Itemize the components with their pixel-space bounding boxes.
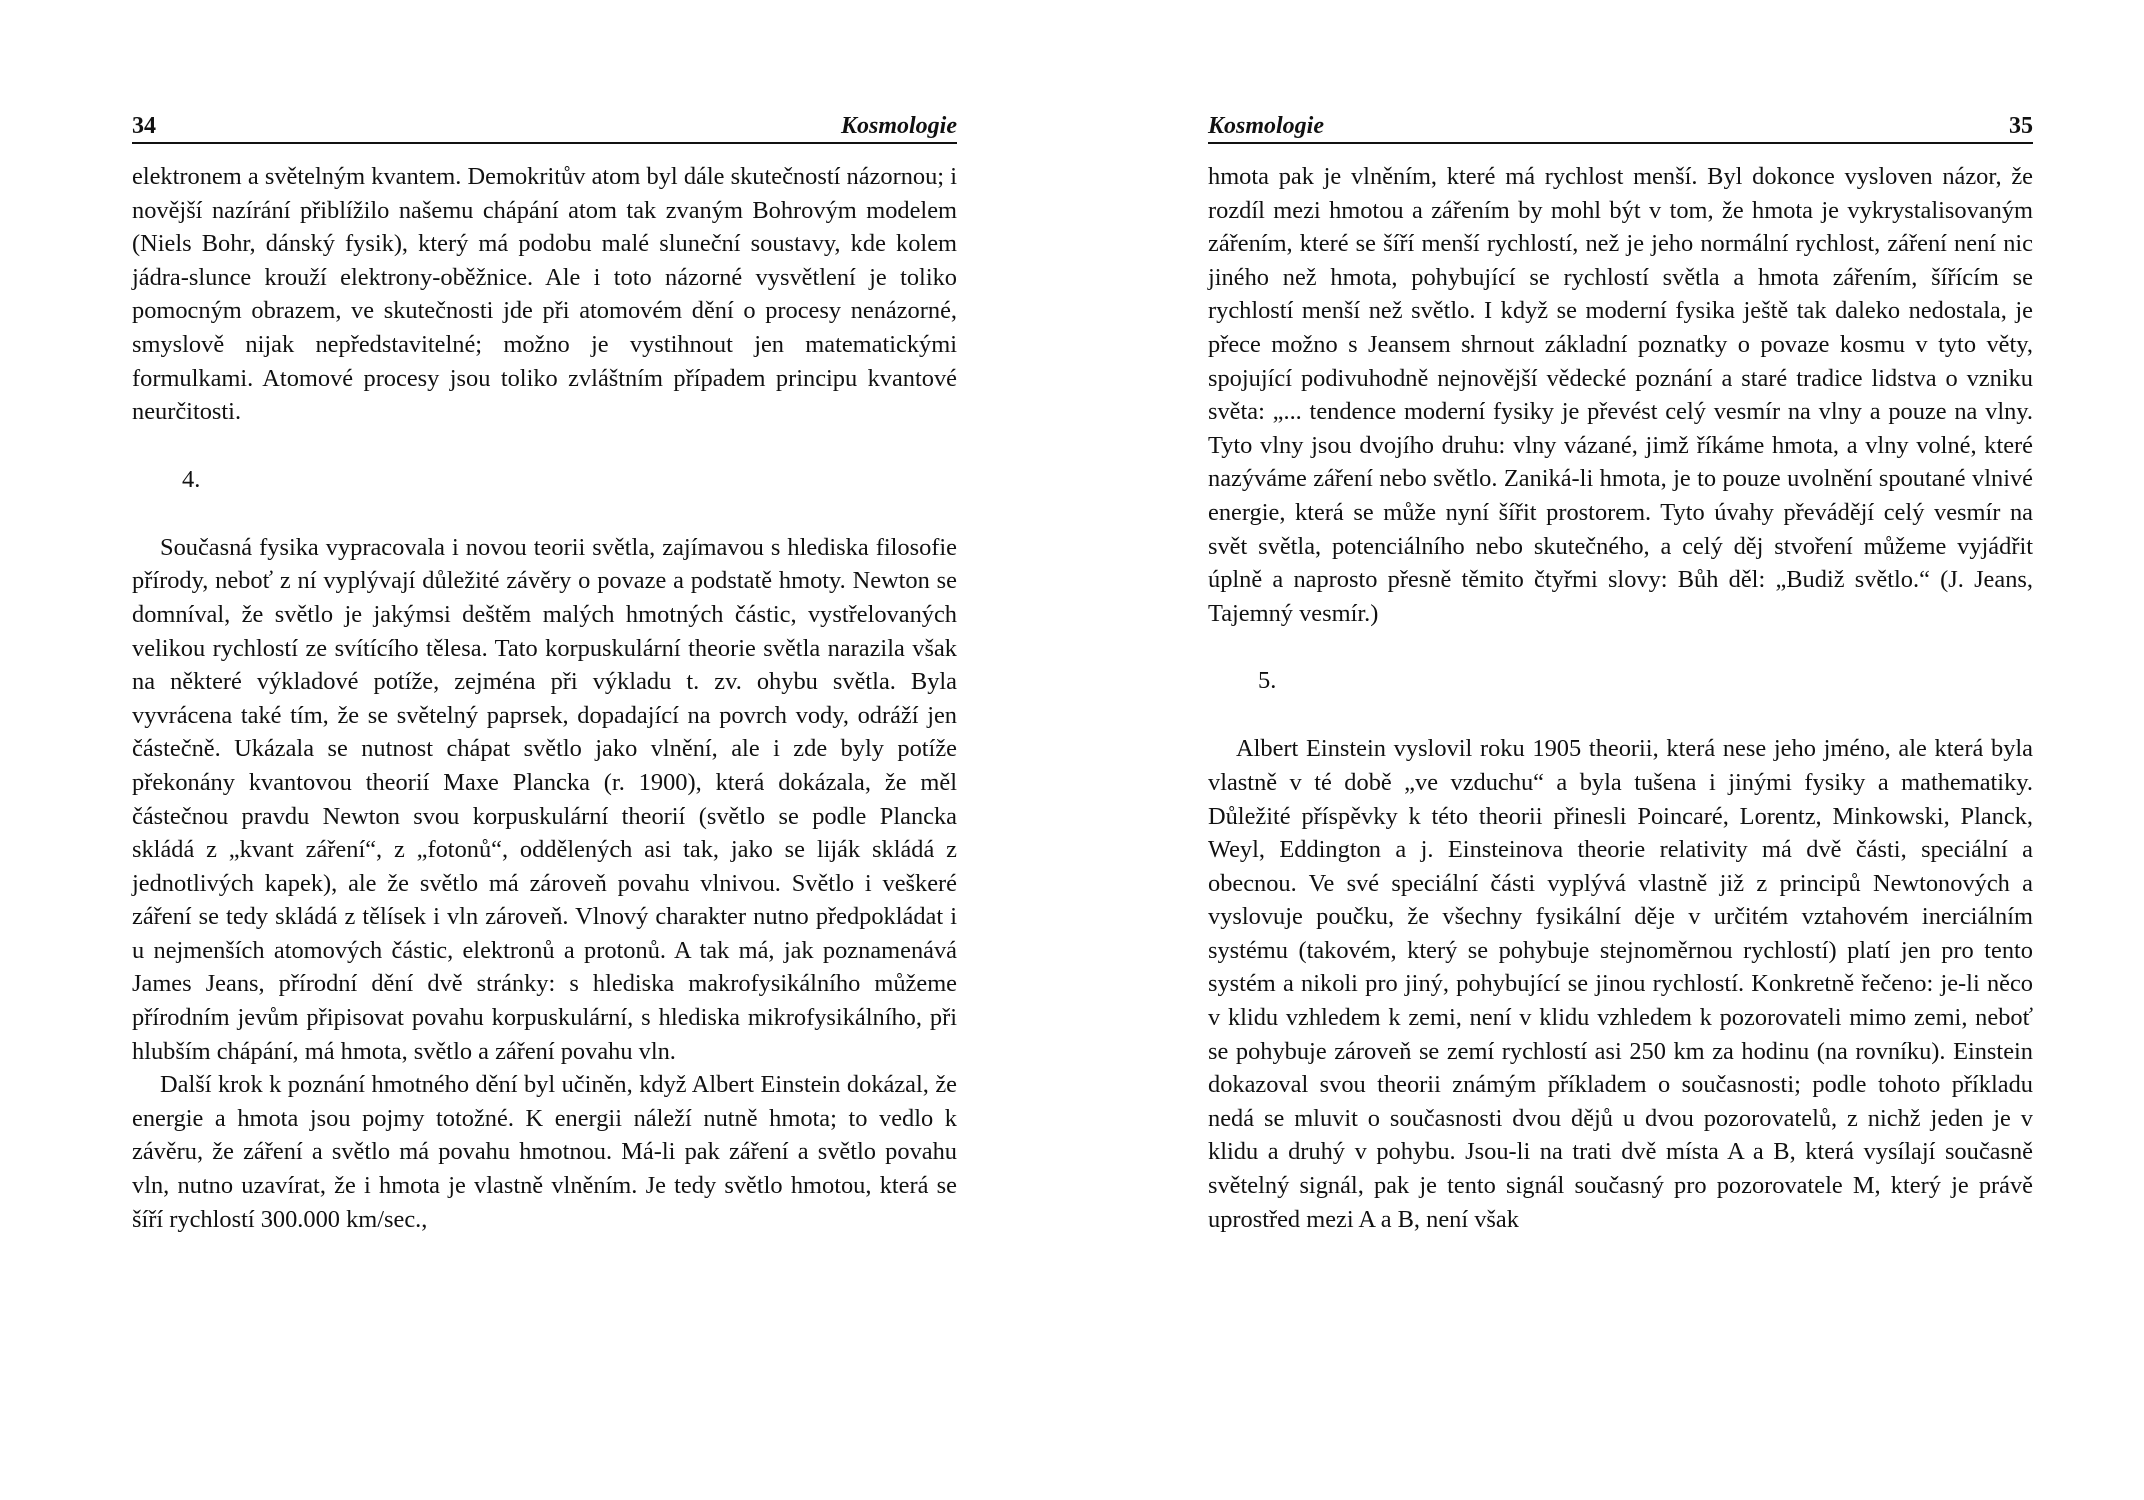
running-head <box>132 110 957 144</box>
running-head <box>1208 110 2033 144</box>
page-text <box>1208 160 2033 1236</box>
page-text <box>132 160 957 1236</box>
paragraph: hmota pak je vlněním, které má rychlost menší. Byl dokonce vysloven názor, že rozdíl mezi hmotou a zářením by mohl být v tom, že hmota je vykrystalisovaným zářením, které se šíří menší rychlostí, než je jeho normální rychlost, záření není nic jiného než hmota, pohybující se rychlostí světla a hmota zářením, šířícím se rychlostí menší než světlo. I když se moderní fysika ještě tak daleko nedostala, je přece možno s Jeansem shrnout základní poznatky o povaze kosmu v tyto věty, spojující podivuhodně nejnovější vědecké poznání a staré tradice lidstva o vzniku světa: „... tendence moderní fysiky je převést celý vesmír na vlny a pouze na vlny. Tyto vlny jsou dvojího druhu: vlny vázané, jimž říkáme hmota, a vlny volné, které nazýváme záření nebo světlo. Zaniká-li hmota, je to pouze uvolnění spoutané vlnivé energie, která se může nyní šířit prostorem. Tyto úvahy převádějí celý vesmír na svět světla, potenciálního nebo skutečného, a celý děj stvoření můžeme vyjádřit úplně a naprosto přesně těmito čtyřmi slovy: Bůh děl: „Budiž světlo.“ (J. Jeans, Tajemný vesmír.) <box>1208 163 2033 627</box>
paragraph: Současná fysika vypracovala i novou teorii světla, zajímavou s hlediska filosofie přírody, neboť z ní vyplývají důležité závěry o povaze a podstatě hmoty. Newton se domníval, že světlo je jakýmsi deštěm malých hmotných částic, vystřelovaných velikou rychlostí ze svítícího tělesa. Tato korpuskulární theorie světla narazila však na některé výkladové potíže, zejména při výkladu t. zv. ohybu světla. Byla vyvrácena také tím, že se světelný paprsek, dopadající na povrch vody, odráží jen částečně. Ukázala se nutnost chápat světlo jako vlnění, ale i zde byly potíže překonány kvantovou theorií Maxe Plancka (r. 1900), která dokázala, že měl částečnou pravdu Newton svou korpuskulární theorií (světlo se podle Plancka skládá z „kvant záření“, z „fotonů“, oddělených asi tak, jako se liják skládá z jednotlivých kapek), ale že světlo má zároveň povahu vlnivou. Světlo i veškeré záření se tedy skládá z tělísek i vln zároveň. Vlnový charakter nutno předpokládat i u nejmenších atomových částic, elektronů a protonů. A tak má, jak poznamenává James Jeans, přírodní dění dvě stránky: s hlediska makrofysikálního můžeme přírodním jevům připisovat povahu korpuskulární, s hlediska mikrofysikálního, při hlubším chápání, má hmota, světlo a záření povahu vln. <box>132 533 957 1065</box>
page-number: 34 <box>132 113 156 139</box>
running-title: Kosmologie <box>1208 113 1325 139</box>
section-number: 5. <box>1258 667 1277 695</box>
running-title: Kosmologie <box>840 113 957 139</box>
page-number: 35 <box>2009 113 2033 139</box>
paragraph: Albert Einstein vyslovil roku 1905 theorii, která nese jeho jméno, ale která byla vlastně v té době „ve vzduchu“ a byla tušena i jinými fysiky a mathematiky. Důležité příspěvky k této theorii přinesli Poincaré, Lorentz, Minkowski, Planck, Weyl, Eddington a j. Einsteinova theorie relativity má dvě části, speciální a obecnou. Ve své speciální části vyplývá vlastně již z principů Newtonových a vyslovuje poučku, že všechny fysikální děje v určitém vztahovém inerciálním systému (takovém, který se pohybuje stejnoměrnou rychlostí) platí jen pro tento systém a nikoli pro jiný, pohybující se jinou rychlostí. Konkretně řečeno: je-li něco v klidu vzhledem k zemi, není v klidu vzhledem k pozorovateli mimo zemi, neboť se pohybuje zároveň se zemí rychlostí asi 250 km za hodinu (na rovníku). Einstein dokazoval svou theorii známým příkladem o současnosti; podle tohoto příkladu nedá se mluvit o současnosti dvou dějů u dvou pozorovatelů, z nichž jeden je v klidu a druhý v pohybu. Jsou-li na trati dvě místa A a B, která vysílají současně světelný signál, pak je tento signál současný pro pozorovatele M, který je právě uprostřed mezi A a B, není však <box>1208 735 2033 1233</box>
paragraph: elektronem a světelným kvantem. Demokritův atom byl dále skutečností názornou; i novější nazírání přiblížilo našemu chápání atom tak zvaným Bohrovým modelem (Niels Bohr, dánský fysik), který má podobu malé sluneční soustavy, kde kolem jádra-slunce krouží elektrony-oběžnice. Ale i toto názorné vysvětlení je toliko pomocným obrazem, ve skutečnosti jde při atomovém dění o procesy nenázorné, smyslově nijak nepředstavitelné; možno je vystihnout jen matematickými formulkami. Atomové procesy jsou toliko zvláštním případem principu kvantové neurčitosti. <box>132 163 957 426</box>
section-number: 4. <box>182 465 201 493</box>
right-page <box>1208 110 2033 1236</box>
paragraph: Další krok k poznání hmotného dění byl učiněn, když Albert Einstein dokázal, že energie a hmota jsou pojmy totožné. K energii náleží nutně hmota; to vedlo k závěru, že záření a světlo má povahu hmotnou. Má-li pak záření a světlo povahu vln, nutno uzavírat, že i hmota je vlastně vlněním. Je tedy světlo hmotou, která se šíří rychlostí 300.000 km/sec., <box>132 1071 957 1233</box>
left-page <box>132 110 957 1236</box>
